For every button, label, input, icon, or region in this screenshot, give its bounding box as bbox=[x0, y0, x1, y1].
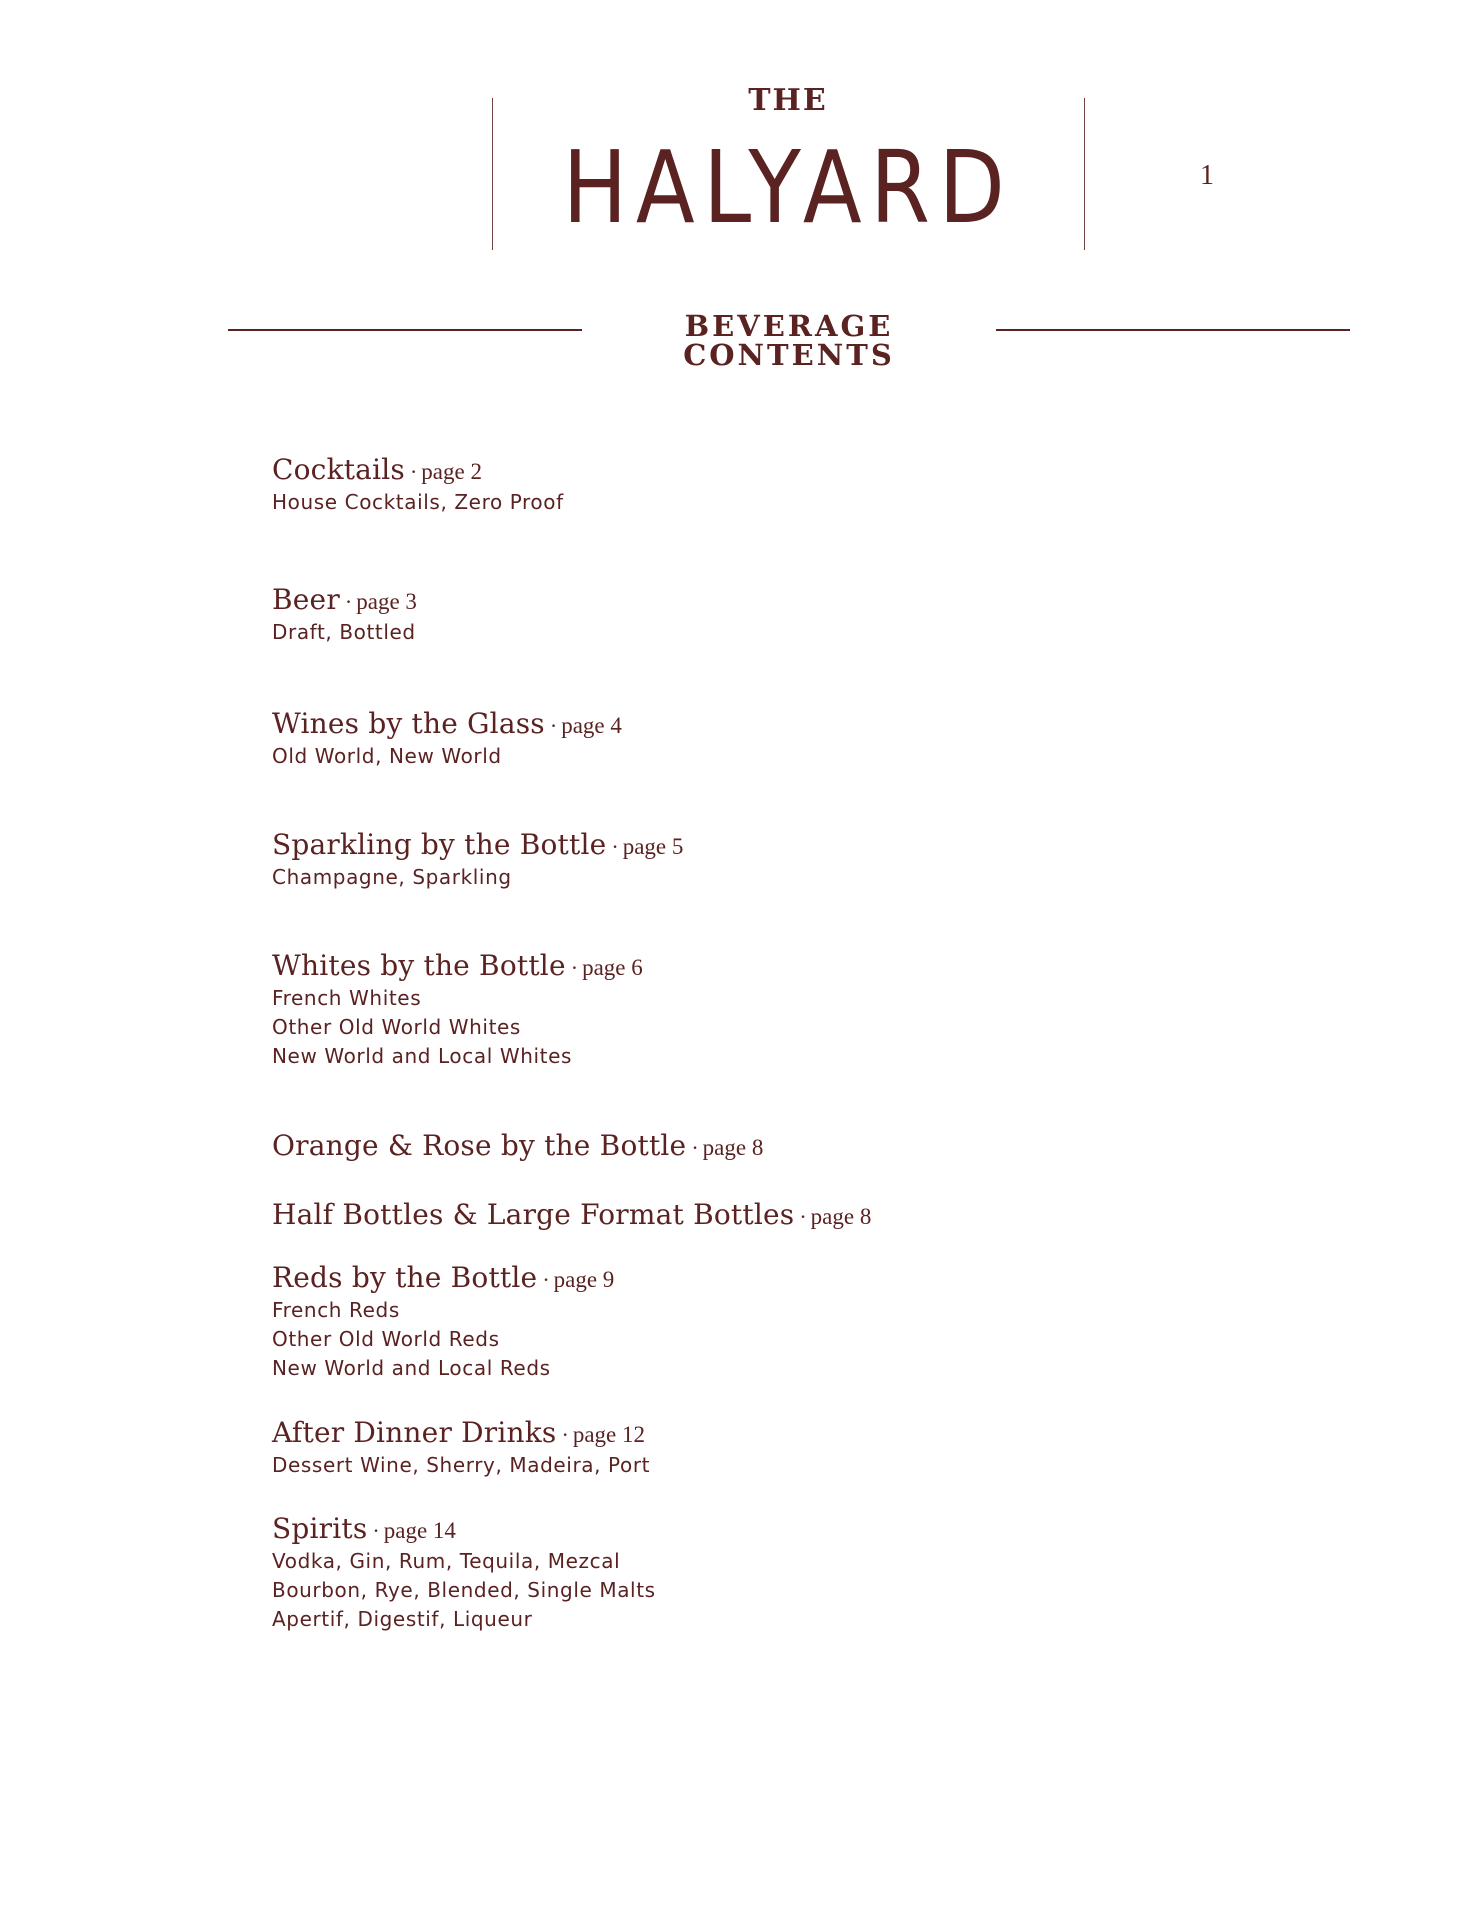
toc-entry-title: Wines by the Glass bbox=[272, 707, 545, 740]
toc-entry-wines-by-glass[interactable] bbox=[272, 707, 1272, 771]
toc-page-ref: page 2 bbox=[421, 459, 482, 484]
toc-page-ref: page 12 bbox=[572, 1422, 645, 1447]
toc-page-ref: page 5 bbox=[622, 834, 684, 859]
toc-page-ref: page 8 bbox=[810, 1204, 872, 1229]
brand-name-logo: HALYARD bbox=[562, 129, 1014, 246]
toc-separator: · bbox=[799, 1204, 807, 1229]
toc-page-ref: page 8 bbox=[702, 1135, 764, 1160]
toc-entry-after-dinner[interactable] bbox=[272, 1416, 1272, 1480]
toc-entry-half-large-format[interactable] bbox=[272, 1198, 1272, 1231]
toc-entry-title: Half Bottles & Large Format Bottles bbox=[272, 1198, 795, 1231]
heading-rule-right bbox=[996, 329, 1350, 331]
toc-separator: · bbox=[570, 955, 579, 980]
toc-entry-title: After Dinner Drinks bbox=[272, 1416, 557, 1449]
page-number: 1 bbox=[1200, 160, 1214, 191]
header-left-divider bbox=[492, 98, 493, 250]
toc-entry-cocktails[interactable] bbox=[272, 453, 1272, 517]
toc-page-ref: page 14 bbox=[383, 1518, 456, 1543]
toc-separator: · bbox=[542, 1267, 550, 1292]
heading-rule-left bbox=[228, 329, 582, 331]
toc-entry-title: Sparkling by the Bottle bbox=[272, 828, 607, 861]
toc-subitem: Old World, New World bbox=[272, 744, 502, 768]
toc-page-ref: page 4 bbox=[561, 713, 622, 738]
toc-subitem: Dessert Wine, Sherry, Madeira, Port bbox=[272, 1453, 651, 1477]
toc-subitem: Apertif, Digestif, Liqueur bbox=[272, 1607, 533, 1631]
header-right-divider bbox=[1084, 98, 1085, 250]
toc-entry-whites[interactable] bbox=[272, 949, 1272, 1071]
toc-page-ref: page 3 bbox=[356, 589, 417, 614]
header bbox=[0, 0, 1484, 260]
toc-separator: · bbox=[549, 713, 558, 738]
toc-separator: · bbox=[344, 589, 353, 614]
toc-subitem: French Whites bbox=[272, 986, 422, 1010]
toc-entry-title: Spirits bbox=[272, 1512, 368, 1545]
toc-separator: · bbox=[372, 1518, 380, 1543]
toc-subitem: Draft, Bottled bbox=[272, 620, 416, 644]
toc-entry-title: Reds by the Bottle bbox=[272, 1261, 538, 1294]
toc-subitem: Other Old World Whites bbox=[272, 1015, 521, 1039]
toc-subitem: New World and Local Reds bbox=[272, 1356, 551, 1380]
toc-entry-title: Orange & Rose by the Bottle bbox=[272, 1129, 687, 1162]
toc-subitem: Other Old World Reds bbox=[272, 1327, 500, 1351]
brand-the: THE bbox=[748, 83, 828, 118]
toc-entry-spirits[interactable] bbox=[272, 1512, 1272, 1634]
toc-entry-sparkling[interactable] bbox=[272, 828, 1272, 892]
toc-entry-title: Beer bbox=[272, 583, 340, 616]
toc-subitem: French Reds bbox=[272, 1298, 400, 1322]
toc-entry-orange-rose[interactable] bbox=[272, 1129, 1272, 1162]
section-heading: BEVERAGE CONTENTS bbox=[683, 309, 895, 372]
toc-entry-beer[interactable] bbox=[272, 583, 1272, 647]
toc-subitem: House Cocktails, Zero Proof bbox=[272, 490, 564, 514]
toc-entry-title: Whites by the Bottle bbox=[272, 949, 566, 982]
toc-subitem: Vodka, Gin, Rum, Tequila, Mezcal bbox=[272, 1549, 621, 1573]
toc-separator: · bbox=[691, 1135, 699, 1160]
toc-subitem: Champagne, Sparkling bbox=[272, 865, 512, 889]
toc-page-ref: page 6 bbox=[582, 955, 643, 980]
toc-subitem: New World and Local Whites bbox=[272, 1044, 573, 1068]
toc-entry-title: Cocktails bbox=[272, 453, 405, 486]
toc-subitem: Bourbon, Rye, Blended, Single Malts bbox=[272, 1578, 656, 1602]
toc-entry-reds[interactable] bbox=[272, 1261, 1272, 1383]
toc-separator: · bbox=[611, 834, 619, 859]
toc-separator: · bbox=[409, 459, 418, 484]
toc-separator: · bbox=[561, 1422, 569, 1447]
toc-page-ref: page 9 bbox=[553, 1267, 615, 1292]
section-heading-row bbox=[0, 309, 1484, 372]
